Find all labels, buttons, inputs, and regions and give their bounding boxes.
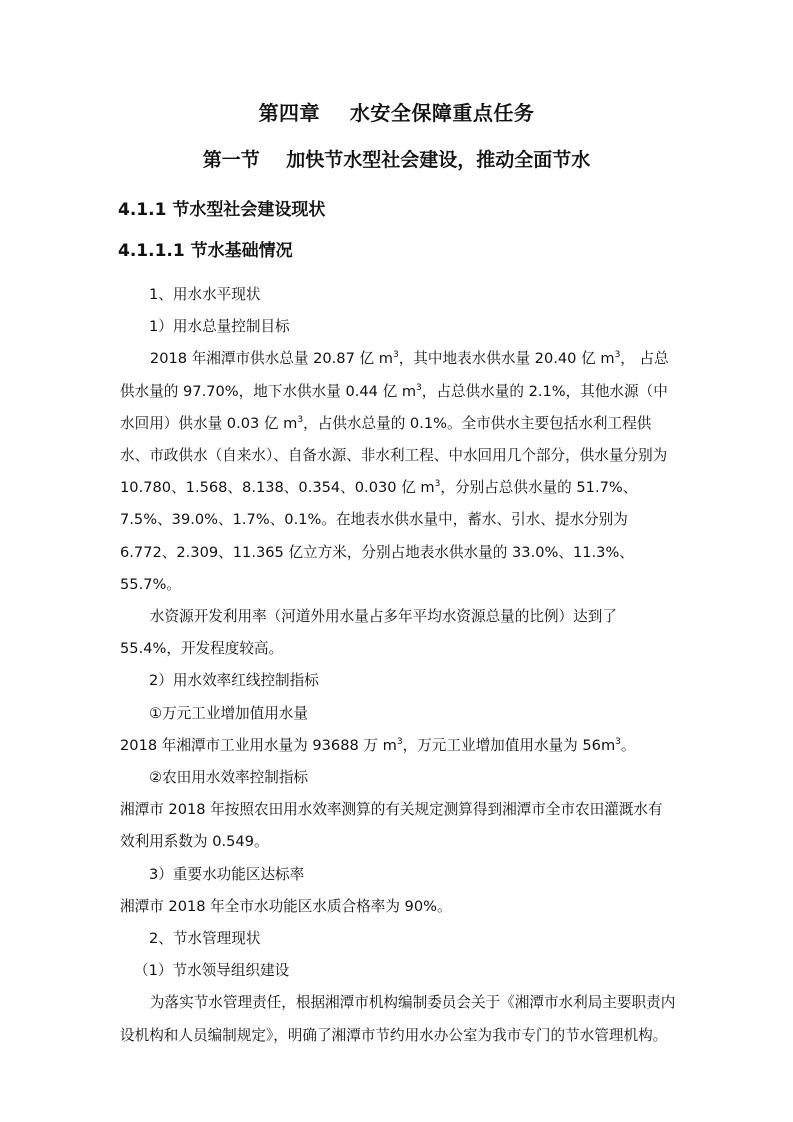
supply-text-4: ，占总供水量的 2.1%，其他水源（中水回用）供水量 0.03 亿 m [120, 382, 668, 432]
industrial-text-3: 。 [620, 736, 636, 754]
superscript: 3 [434, 479, 441, 490]
paragraph-farmland: 湘潭市 2018 年按照农田用水效率测算的有关规定测算得到湘潭市全市农田灌溉水有效利用系数为 0.549。 [120, 801, 663, 851]
superscript: 3 [396, 736, 403, 747]
paragraph-supply [120, 343, 676, 601]
item-industrial-index: ①万元工业增加值用水量 [149, 704, 309, 722]
paragraph-leadership: 为落实节水管理责任，根据湘潭市机构编制委员会关于《湘潭市水利局主要职责内设机构和人员编制规定》，明确了湘潭市节约用水办公室为我市专门的节水管理机构。 [120, 994, 676, 1044]
industrial-text-1: 2018 年湘潭市工业用水量为 93688 万 m [120, 736, 397, 754]
item-water-use-status: 1、用水水平现状 [149, 286, 261, 303]
supply-text-1: 2018 年湘潭市供水总量 20.87 亿 m [149, 350, 393, 368]
item-efficiency-redline: 2）用水效率红线控制指标 [149, 672, 319, 690]
superscript: 3 [297, 414, 304, 425]
paragraph-industrial [120, 730, 676, 762]
superscript: 3 [392, 350, 399, 361]
heading-4-1-1-1: 4.1.1.1 节水基础情况 [118, 241, 293, 261]
superscript: 3 [416, 382, 422, 393]
item-leadership: （1）节水领导组织建设 [134, 962, 290, 980]
superscript: 3 [615, 736, 621, 747]
paragraph-development-rate: 水资源开发利用率（河道外用水量占多年平均水资源总量的比例）达到了 55.4%，开发程度较高。 [120, 608, 617, 658]
supply-text-3: ， 占总供水量的 97.70%，地下水供水量 0.44 亿 m [120, 350, 669, 400]
document-body [120, 279, 676, 1052]
supply-text-6: ，分别占总供水量的 51.7%、7.5%、39.0%、1.7%、0.1%。在地表水供水量中，蓄水、引水、提水分别为 6.772、2.309、11.365 亿立方米，分别占地表水供水量的 33.0%、11.3%、55.7%。 [120, 479, 638, 593]
item-total-control: 1）用水总量控制目标 [149, 318, 290, 336]
industrial-text-2: ，万元工业增加值用水量为 56m [402, 736, 616, 754]
supply-text-2: ，其中地表水供水量 20.40 亿 m [398, 350, 615, 368]
item-management-status: 2、节水管理现状 [149, 930, 261, 948]
supply-text-5: ，占供水总量的 0.1%。全市供水主要包括水利工程供水、市政供水（自来水）、自备水源、非水利工程、中水回用几个部分，供水量分别为 10.780、1.568、8.138、0.354、0.030 亿 m [120, 414, 668, 497]
item-function-zone: 3）重要水功能区达标率 [149, 865, 305, 883]
heading-4-1-1: 4.1.1 节水型社会建设现状 [118, 200, 326, 220]
section-title: 第一节 加快节水型社会建设，推动全面节水 [202, 149, 591, 171]
paragraph-function-zone: 湘潭市 2018 年全市水功能区水质合格率为 90%。 [120, 897, 452, 915]
superscript: 3 [614, 350, 621, 361]
item-farmland-index: ②农田用水效率控制指标 [149, 769, 309, 787]
chapter-title: 第四章 水安全保障重点任务 [258, 101, 535, 125]
